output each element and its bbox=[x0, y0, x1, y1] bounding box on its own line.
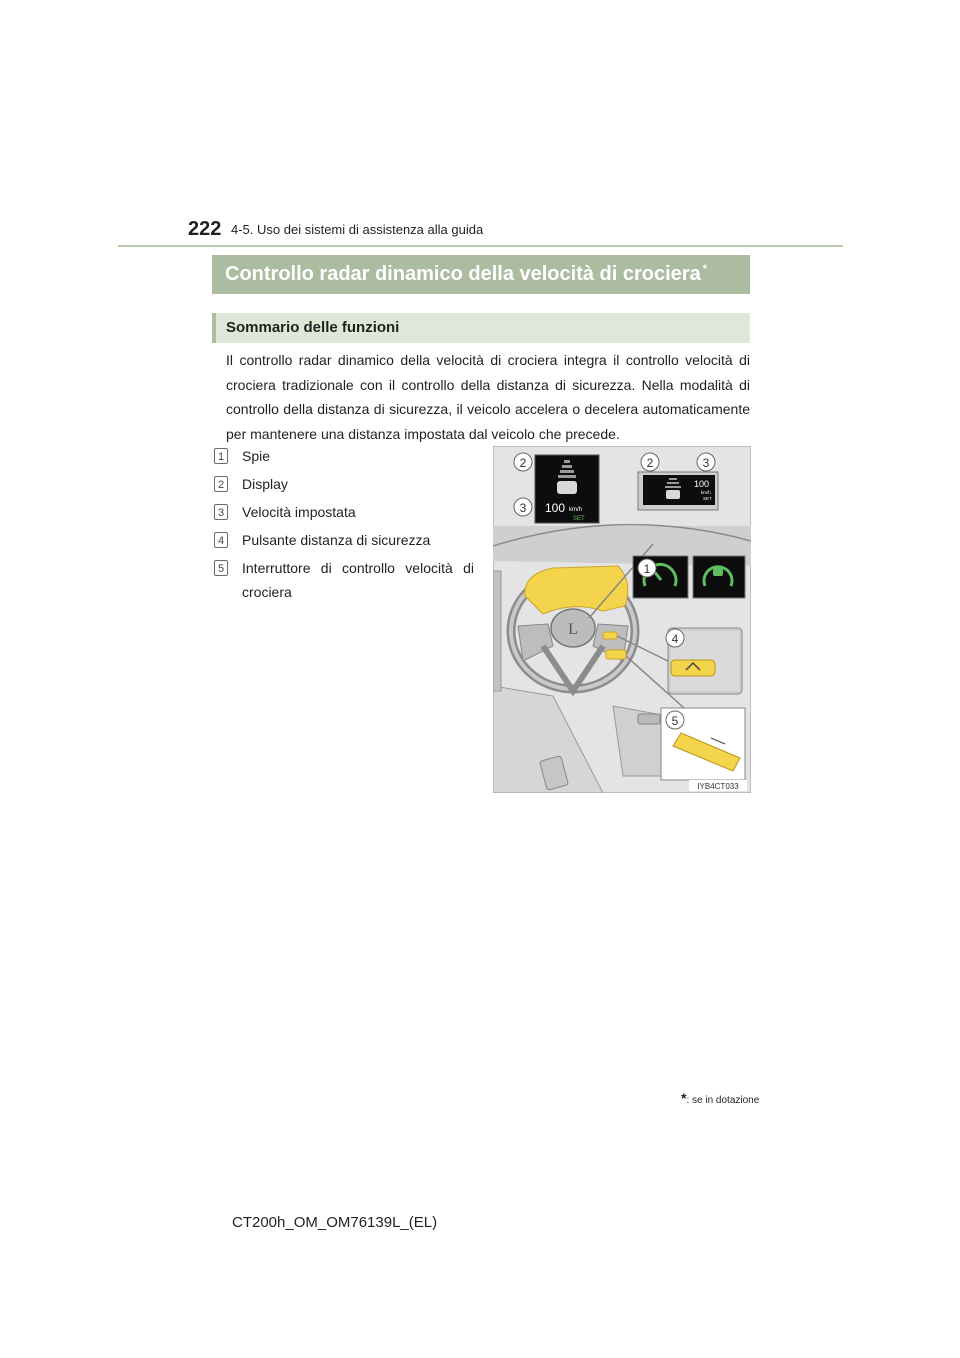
set-speed-right: 100 bbox=[694, 479, 710, 489]
set-speed-left: 100 bbox=[545, 501, 566, 515]
title-asterisk: * bbox=[702, 263, 707, 276]
distance-bar bbox=[665, 486, 681, 488]
distance-bar bbox=[669, 478, 677, 480]
svg-text:5: 5 bbox=[671, 714, 679, 728]
door-edge bbox=[493, 571, 501, 691]
set-label-right: SET bbox=[703, 496, 712, 501]
distance-bar bbox=[564, 460, 570, 463]
subtitle: Sommario delle funzioni bbox=[226, 319, 400, 336]
item-label: Pulsante distanza di sicurezza bbox=[242, 532, 431, 548]
callout-3a bbox=[514, 498, 532, 516]
cockpit-illustration bbox=[493, 446, 751, 793]
svg-text:1: 1 bbox=[643, 562, 651, 576]
callout-4 bbox=[666, 629, 684, 647]
callout-1 bbox=[638, 559, 656, 577]
car-icon bbox=[557, 481, 577, 494]
page-number: 222 bbox=[188, 218, 222, 240]
svg-text:3: 3 bbox=[702, 456, 710, 470]
distance-bar bbox=[562, 465, 572, 468]
lexus-logo-icon: L bbox=[568, 621, 578, 638]
page-title-text: Controllo radar dinamico della velocità di crociera bbox=[225, 263, 701, 285]
callout-2a bbox=[514, 453, 532, 471]
footnote-text: : se in dotazione bbox=[686, 1095, 760, 1106]
figure-code: IYB4CT033 bbox=[697, 782, 739, 791]
number-badge: 2 bbox=[214, 476, 228, 492]
number-badge: 1 bbox=[214, 448, 228, 464]
item-label: Interruttore di controllo velocità di crociera bbox=[242, 560, 474, 600]
number-badge: 3 bbox=[214, 504, 228, 520]
speed-unit-left: km/h bbox=[569, 507, 583, 513]
item-label: Display bbox=[242, 476, 288, 492]
footnote bbox=[681, 1090, 759, 1106]
section-heading: 4-5. Uso dei sistemi di assistenza alla guida bbox=[231, 222, 484, 237]
footnote-asterisk: * bbox=[681, 1090, 687, 1106]
header-divider bbox=[118, 245, 843, 247]
callout-2b bbox=[641, 453, 659, 471]
cruise-switch-highlight bbox=[606, 650, 626, 659]
distance-bar bbox=[560, 470, 574, 473]
car-icon bbox=[666, 490, 680, 499]
intro-paragraph: Il controllo radar dinamico della velocità di crociera integra il controllo velocità di crociera tradizionale con il controllo della distanza di sicurezza. Nella modalità di controllo della distanza di sicurezza, il veicolo accelera o decelera automaticamente per mantenere una distanza impostata dal veicolo che precede. bbox=[226, 352, 750, 442]
speed-unit-right: km/h bbox=[701, 490, 711, 495]
pedal bbox=[638, 714, 660, 724]
callout-5 bbox=[666, 711, 684, 729]
callout-3b bbox=[697, 453, 715, 471]
svg-text:4: 4 bbox=[671, 632, 679, 646]
distance-button-highlight bbox=[603, 632, 617, 639]
page-title bbox=[225, 263, 707, 286]
item-label: Velocità impostata bbox=[242, 504, 356, 520]
svg-text:2: 2 bbox=[646, 456, 654, 470]
number-badge: 4 bbox=[214, 532, 228, 548]
number-badge: 5 bbox=[214, 560, 228, 576]
indicator-inset bbox=[693, 556, 745, 598]
set-label-left: SET bbox=[573, 516, 585, 522]
item-label: Spie bbox=[242, 448, 271, 464]
svg-text:3: 3 bbox=[519, 501, 527, 515]
subtitle-band bbox=[212, 313, 750, 343]
distance-bar bbox=[558, 475, 576, 478]
svg-text:2: 2 bbox=[519, 456, 527, 470]
distance-bar bbox=[667, 482, 679, 484]
car-indicator-icon bbox=[713, 568, 723, 576]
document-code: CT200h_OM_OM76139L_(EL) bbox=[232, 1214, 438, 1231]
title-band bbox=[212, 255, 750, 294]
